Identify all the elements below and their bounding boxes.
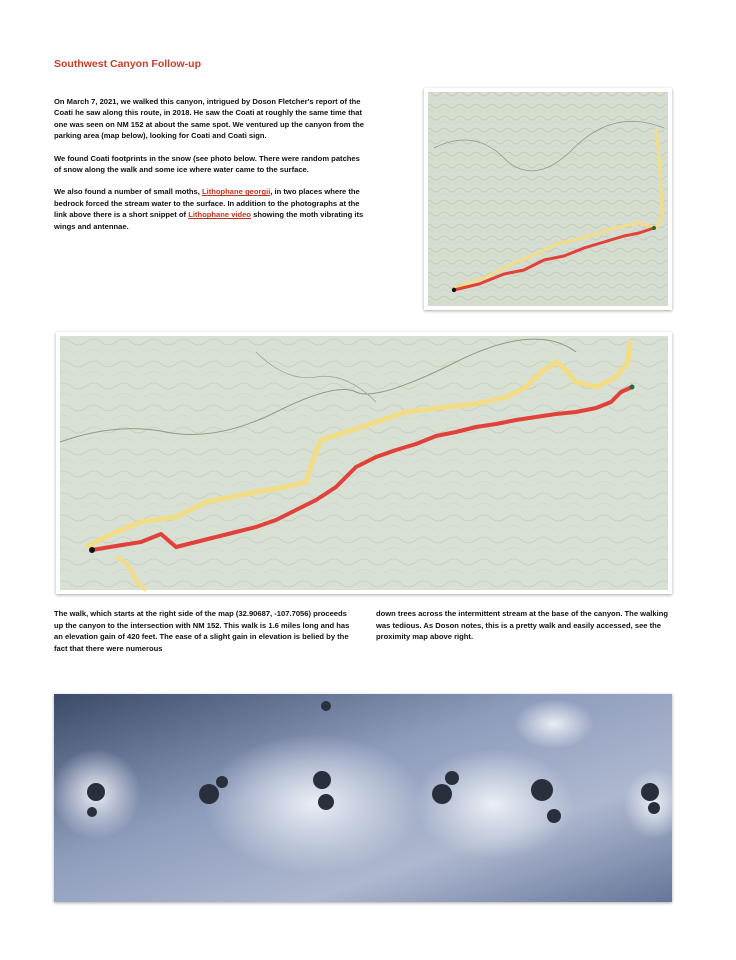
intro-p3-middle: , in two places where the bedrock forced the stream water to the surface. In addition to the photographs at the link above there is a short snippet of (54, 187, 360, 220)
intro-paragraph-3 (54, 186, 366, 232)
intro-text (54, 96, 366, 243)
walk-description (54, 608, 672, 654)
walk-column-1 (54, 608, 350, 654)
lithophane-video-link[interactable]: Lithophane video (188, 210, 252, 220)
snow-highlight (514, 699, 594, 749)
black-dot-icon (452, 288, 456, 292)
walk-column-2 (376, 608, 672, 654)
intro-p3-start: We also found a number of small moths, (54, 187, 202, 197)
page-title: Southwest Canyon Follow-up (54, 58, 201, 70)
route-map-graphic (56, 332, 672, 594)
topo-contours (428, 92, 668, 306)
route-map (56, 332, 672, 594)
snow-highlight (204, 734, 424, 874)
intro-paragraph-2: We found Coati footprints in the snow (see photo below. There were random patches of snow along the walk and some ice where water came to the surface. (54, 153, 360, 175)
snow-highlight (414, 749, 574, 859)
walk-text-1: The walk, which starts at the right side of the map (32.90687, -107.7056) proceeds up the canyon to the intersection with NM 152. This walk is 1.6 miles long and has an elevation gain of 420 feet. The ease of a slight gain in elevation is belied by the fact that there were numerous (54, 609, 350, 653)
green-dot-icon (630, 385, 635, 390)
coati-tracks-graphic (54, 694, 672, 902)
coati-tracks-photo (54, 694, 672, 902)
intro-paragraph-1: On March 7, 2021, we walked this canyon, intrigued by Doson Fletcher's report of the Coati he saw along this route, in 2018. He saw the Coati at roughly the same time that one was seen on NM 152 at about the same spot. We ventured up the canyon from the parking area (map below), looking for Coati and Coati sign. (54, 97, 364, 141)
lithophane-georgii-link[interactable]: Lithophane georgii (201, 187, 271, 197)
intro-p3-end: showing the moth vibrating its wings and antennae. (54, 210, 364, 231)
proximity-map (424, 88, 672, 310)
green-dot-icon (652, 226, 656, 230)
black-dot-icon (89, 547, 95, 553)
walk-text-2: down trees across the intermittent stream at the base of the canyon. The walking was tedious. As Doson notes, this is a pretty walk and easily accessed, see the proximity map above right. (376, 609, 669, 642)
proximity-map-graphic (424, 88, 672, 310)
